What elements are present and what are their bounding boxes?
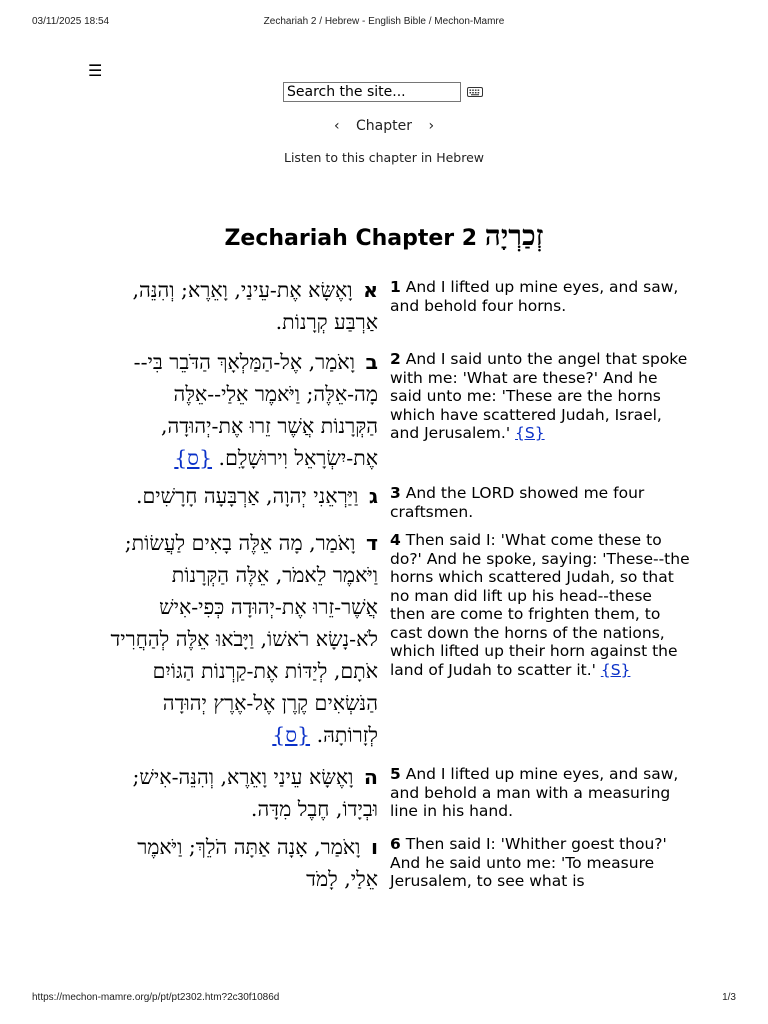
- prev-chapter-arrow[interactable]: ‹: [333, 118, 340, 134]
- english-verse-text: And I said unto the angel that spoke with me: 'What are these?' And he said unto me: 'These are the horns which have scattered Judah, Israel, and Jerusalem.': [390, 350, 688, 442]
- english-verse-text: And I lifted up mine eyes, and saw, and behold four horns.: [390, 278, 679, 315]
- page-title-english: Zechariah Chapter 2: [224, 226, 478, 251]
- print-footer: [32, 992, 736, 1006]
- search-input[interactable]: [283, 82, 461, 102]
- print-url: https://mechon-mamre.org/p/pt/pt2302.htm?2c30f1086d: [32, 992, 280, 1003]
- english-verse-number: 6: [390, 835, 401, 853]
- hebrew-verse-number: ג: [368, 484, 378, 508]
- hebrew-verse: [110, 827, 378, 895]
- english-verse: [390, 342, 690, 443]
- english-verse-number: 2: [390, 350, 401, 368]
- hebrew-section-link[interactable]: {ס}: [272, 723, 311, 747]
- print-datetime: 03/11/2025 18:54: [32, 16, 110, 27]
- print-page-title: Zechariah 2 / Hebrew - English Bible / Mechon-Mamre: [263, 16, 505, 27]
- hebrew-verse-number: ו: [370, 835, 378, 859]
- page-title: [0, 218, 768, 257]
- english-verse-number: 5: [390, 765, 401, 783]
- hebrew-verse-text: וַיַּרְאֵנִי יְהוָה, אַרְבָּעָה חָרָשִׁים.: [135, 484, 359, 508]
- hebrew-verse-number: ה: [363, 765, 378, 789]
- hebrew-verse: [110, 270, 378, 338]
- page-title-hebrew: זְכַרְיָה: [484, 219, 544, 252]
- print-header: [32, 16, 736, 30]
- search-bar: [283, 81, 483, 103]
- english-verse-text: And I lifted up mine eyes, and saw, and behold a man with a measuring line in his hand.: [390, 765, 679, 820]
- next-chapter-arrow[interactable]: ›: [428, 118, 435, 134]
- english-verse: [390, 270, 690, 315]
- hebrew-verse: [110, 757, 378, 825]
- english-verse-number: 1: [390, 278, 401, 296]
- verse-row: [110, 757, 700, 825]
- hebrew-verse-number: ד: [365, 531, 378, 555]
- english-verse: [390, 757, 690, 821]
- hebrew-verse-text: וָאֹמַר, אָנָה אַתָּה הֹלֵךְ; וַיֹּאמֶר אֵלַי, לָמֹד: [137, 835, 378, 891]
- hebrew-verse-number: א: [363, 278, 378, 302]
- english-verse: [390, 476, 690, 521]
- english-verse: [390, 827, 690, 891]
- hebrew-verse-text: וָאֹמַר, אֶל-הַמַּלְאָךְ הַדֹּבֵר בִּי--מָה-אֵלֶּה; וַיֹּאמֶר אֵלַי--אֵלֶּה הַקְּרָנוֹת אֲשֶׁר זֵרוּ אֶת-יְהוּדָה, אֶת-יִשְׂרָאֵל וִירוּשָׁלִָם.: [133, 350, 378, 470]
- hebrew-verse: [110, 523, 378, 751]
- hebrew-verse-text: וָאֹמַר, מָה אֵלֶּה בָאִים לַעֲשׂוֹת; וַיֹּאמֶר לֵאמֹר, אֵלֶּה הַקְּרָנוֹת אֲשֶׁר-זֵרוּ אֶת-יְהוּדָה כְּפִי-אִישׁ לֹא-נָשָׂא רֹאשׁוֹ, וַיָּבֹאוּ אֵלֶּה לְהַחֲרִיד אֹתָם, לְיַדּוֹת אֶת-קַרְנוֹת הַגּוֹיִם הַנֹּשְׂאִים קֶרֶן אֶל-אֶרֶץ יְהוּדָה לְזָרוֹתָהּ.: [110, 531, 378, 747]
- section-link[interactable]: {S}: [600, 660, 631, 679]
- english-verse-text: Then said I: 'What come these to do?' And he spoke, saying: 'These--the horns which scattered Judah, so that no man did lift up his head--these then are come to frighten them, to cast down the horns of the nations, which lifted up their horn against the land of Judah to scatter it.': [390, 531, 690, 679]
- verse-row: [110, 523, 700, 751]
- section-link[interactable]: {S}: [515, 424, 545, 442]
- verse-row: [110, 342, 700, 474]
- hebrew-verse: [110, 342, 378, 474]
- verse-table: [110, 270, 700, 895]
- english-verse: [390, 523, 690, 679]
- keyboard-icon[interactable]: [467, 87, 483, 97]
- print-page-number: 1/3: [722, 992, 736, 1003]
- english-verse-number: 4: [390, 531, 401, 549]
- verse-row: [110, 827, 700, 895]
- hebrew-verse-number: ב: [365, 350, 378, 374]
- chapter-nav: [0, 116, 768, 136]
- hebrew-verse: [110, 476, 378, 512]
- hebrew-verse-text: וָאֶשָּׂא אֶת-עֵינַי, וָאֵרֶא; וְהִנֵּה, אַרְבַּע קְרָנוֹת.: [132, 278, 378, 334]
- english-verse-number: 3: [390, 484, 401, 502]
- verse-row: [110, 476, 700, 521]
- menu-icon[interactable]: ☰: [88, 61, 103, 80]
- chapter-label[interactable]: Chapter: [356, 118, 412, 134]
- hebrew-section-link[interactable]: {ס}: [174, 446, 213, 470]
- listen-audio-link[interactable]: Listen to this chapter in Hebrew: [283, 150, 484, 165]
- english-verse-text: Then said I: 'Whither goest thou?' And he said unto me: 'To measure Jerusalem, to see what is: [390, 835, 667, 890]
- hebrew-verse-text: וָאֶשָּׂא עֵינַי וָאֵרֶא, וְהִנֵּה-אִישׁ; וּבְיָדוֹ, חֶבֶל מִדָּה.: [132, 765, 378, 821]
- verse-row: [110, 270, 700, 338]
- english-verse-text: And the LORD showed me four craftsmen.: [390, 484, 645, 521]
